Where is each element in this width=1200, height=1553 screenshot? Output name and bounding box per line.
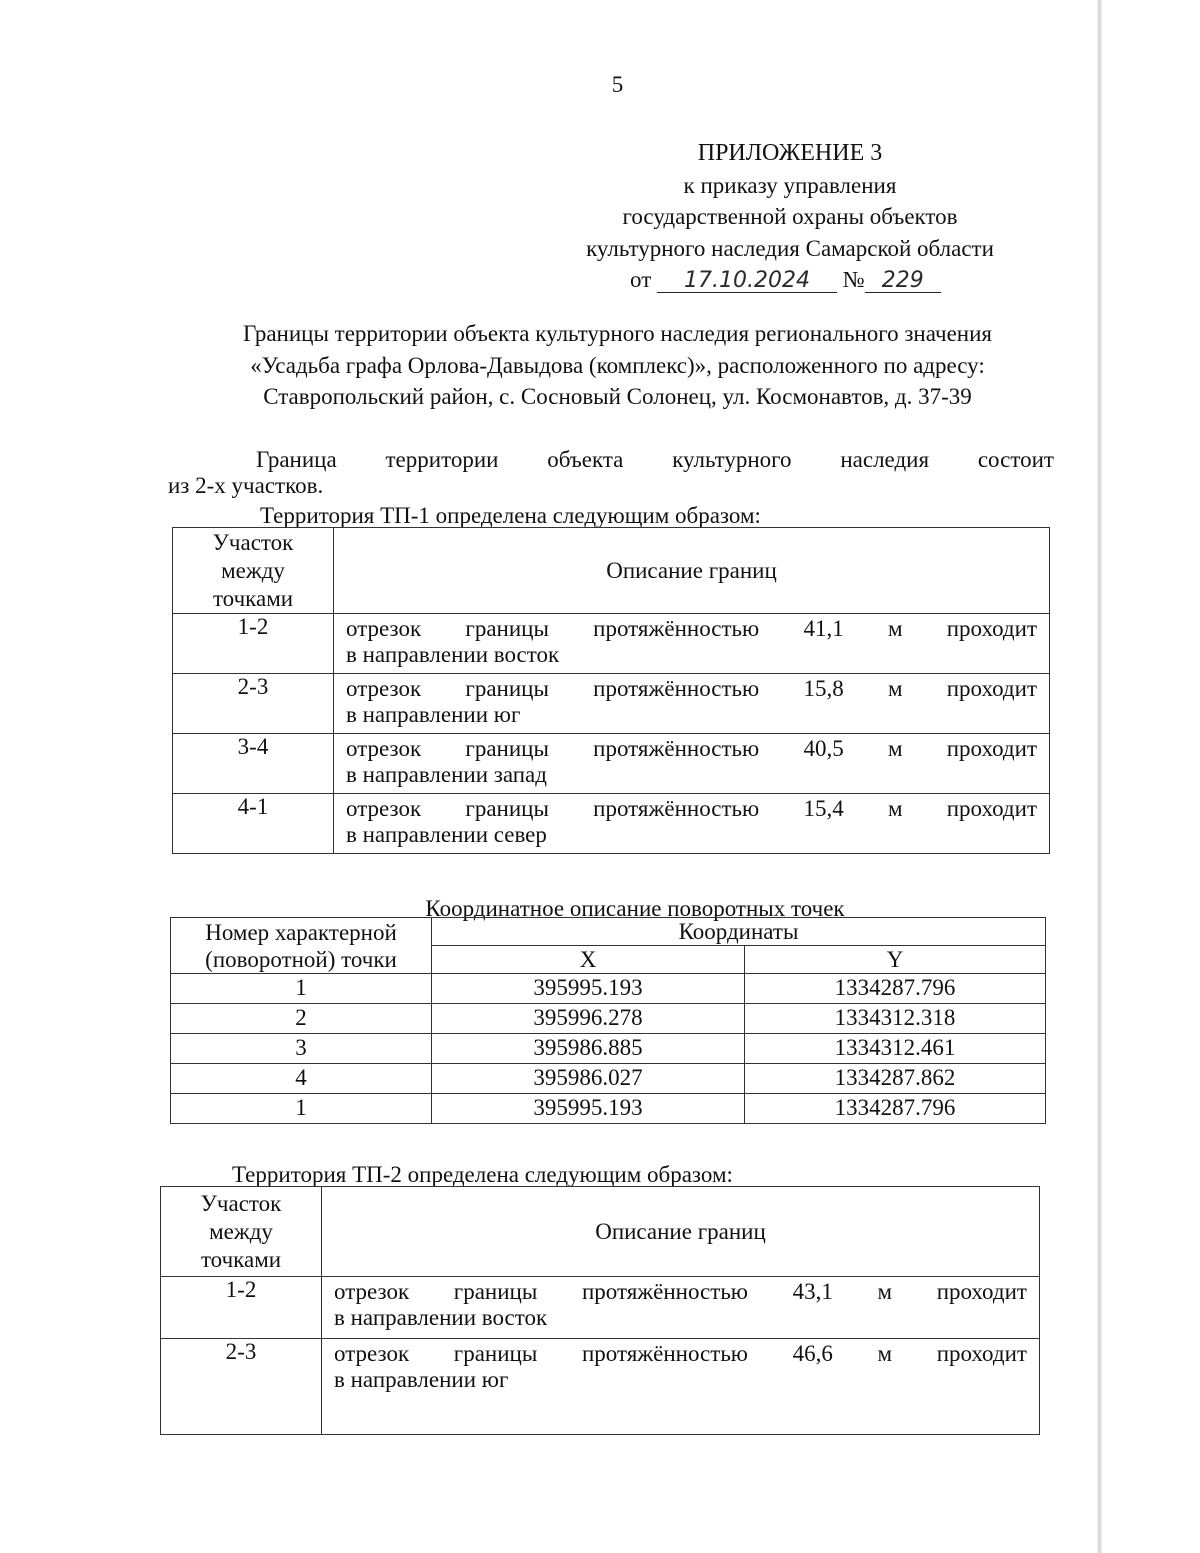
word: границы bbox=[453, 1341, 538, 1366]
coordinates-caption: Координатное описание поворотных точек bbox=[425, 896, 845, 921]
y-cell: 1334312.461 bbox=[745, 1034, 1046, 1064]
segment-cell: 1-2 bbox=[161, 1277, 322, 1339]
word: протяжённостью bbox=[581, 1341, 748, 1366]
description-line-2: в направлении восток bbox=[346, 642, 560, 667]
point-cell: 3 bbox=[171, 1034, 432, 1064]
intro-paragraph bbox=[168, 447, 1054, 499]
word: отрезок bbox=[346, 676, 422, 701]
word: отрезок bbox=[346, 796, 422, 821]
header-segment-line: Участок bbox=[200, 1190, 282, 1216]
x-cell: 395986.885 bbox=[432, 1034, 745, 1064]
description-line-2: в направлении восток bbox=[334, 1305, 548, 1330]
header-segment-line: между bbox=[209, 1218, 273, 1244]
segment-cell: 1-2 bbox=[173, 614, 334, 674]
segment-cell: 3-4 bbox=[173, 734, 334, 794]
y-cell: 1334287.796 bbox=[745, 974, 1046, 1004]
header-segment-line: Участок bbox=[212, 529, 294, 555]
tp2-caption: Территория ТП-2 определена следующим образом: bbox=[232, 1162, 733, 1187]
word: отрезок bbox=[334, 1279, 410, 1304]
table-row bbox=[161, 1339, 1040, 1435]
header-coordinates: Координаты bbox=[432, 918, 1046, 946]
header-segment-line: между bbox=[221, 557, 285, 583]
title-line: «Усадьба графа Орлова-Давыдова (комплекс)», расположенного по адресу: bbox=[250, 352, 985, 378]
word: проходит bbox=[946, 796, 1037, 821]
point-cell: 2 bbox=[171, 1004, 432, 1034]
table-row bbox=[173, 734, 1050, 794]
header-segment bbox=[161, 1187, 322, 1277]
tp1-caption: Территория ТП-1 определена следующим образом: bbox=[260, 503, 761, 528]
word: м bbox=[887, 616, 903, 641]
table-row bbox=[173, 794, 1050, 854]
word: наследия bbox=[840, 447, 930, 472]
table-row bbox=[161, 1277, 1040, 1339]
description-cell bbox=[322, 1339, 1040, 1435]
word: границы bbox=[465, 676, 549, 701]
header-x: X bbox=[432, 946, 745, 974]
appendix-block bbox=[560, 138, 1020, 296]
description-cell bbox=[322, 1277, 1040, 1339]
header-description: Описание границ bbox=[322, 1187, 1040, 1277]
x-cell: 395996.278 bbox=[432, 1004, 745, 1034]
page-number: 5 bbox=[611, 72, 624, 97]
word: границы bbox=[465, 796, 549, 821]
number-prefix: № bbox=[842, 267, 865, 292]
table-row bbox=[171, 974, 1046, 1004]
tp2-table bbox=[160, 1186, 1040, 1435]
word: протяжённостью bbox=[593, 736, 760, 761]
header-y: Y bbox=[745, 946, 1046, 974]
appendix-line: культурного наследия Самарской области bbox=[586, 235, 994, 261]
word: 41,1 bbox=[803, 616, 844, 641]
word: протяжённостью bbox=[593, 676, 760, 701]
appendix-title: ПРИЛОЖЕНИЕ 3 bbox=[697, 140, 883, 166]
word: проходит bbox=[946, 616, 1037, 641]
tp1-table bbox=[172, 527, 1050, 854]
word: границы bbox=[465, 736, 549, 761]
table-header-row bbox=[173, 528, 1050, 614]
segment-cell: 2-3 bbox=[161, 1339, 322, 1435]
order-number-handwritten: 229 bbox=[865, 270, 941, 293]
segment-cell: 2-3 bbox=[173, 674, 334, 734]
header-point-line: Номер характерной bbox=[205, 919, 397, 945]
order-date-handwritten: 17.10.2024 bbox=[657, 270, 837, 293]
word: протяжённостью bbox=[593, 796, 760, 821]
title-line: Ставропольский район, с. Сосновый Солонец, ул. Космонавтов, д. 37-39 bbox=[263, 384, 972, 409]
header-segment bbox=[173, 528, 334, 614]
x-cell: 395995.193 bbox=[432, 1094, 745, 1124]
table-header-row bbox=[171, 918, 1046, 946]
header-point bbox=[171, 918, 432, 974]
word: отрезок bbox=[346, 736, 422, 761]
word: 15,4 bbox=[803, 796, 844, 821]
word: Граница bbox=[256, 447, 337, 472]
word: проходит bbox=[936, 1341, 1027, 1366]
header-segment-line: точками bbox=[200, 1246, 282, 1272]
description-cell bbox=[334, 674, 1050, 734]
word: проходит bbox=[946, 736, 1037, 761]
intro-line-2: из 2-х участков. bbox=[168, 473, 324, 498]
word: м bbox=[887, 796, 903, 821]
table-row bbox=[171, 1004, 1046, 1034]
title-line: Границы территории объекта культурного наследия регионального значения bbox=[242, 321, 993, 346]
appendix-line: к приказу управления bbox=[683, 172, 897, 198]
date-prefix: от bbox=[630, 267, 652, 292]
word: отрезок bbox=[346, 616, 422, 641]
y-cell: 1334287.796 bbox=[745, 1094, 1046, 1124]
word: проходит bbox=[946, 676, 1037, 701]
word: м bbox=[887, 736, 903, 761]
y-cell: 1334287.862 bbox=[745, 1064, 1046, 1094]
word: границы bbox=[465, 616, 549, 641]
word: состоит bbox=[977, 447, 1054, 472]
word: объекта bbox=[547, 447, 624, 472]
x-cell: 395995.193 bbox=[432, 974, 745, 1004]
table-row bbox=[173, 614, 1050, 674]
description-line-2: в направлении юг bbox=[346, 702, 521, 727]
table-row bbox=[173, 674, 1050, 734]
description-cell bbox=[334, 734, 1050, 794]
word: 46,6 bbox=[792, 1341, 833, 1366]
intro-line-1 bbox=[168, 447, 1054, 473]
coordinates-table bbox=[170, 917, 1046, 1124]
appendix-line: государственной охраны объектов bbox=[622, 204, 958, 229]
word: протяжённостью bbox=[581, 1279, 748, 1304]
header-point-line: (поворотной) точки bbox=[205, 946, 397, 972]
scan-edge-shadow bbox=[1097, 0, 1102, 1553]
table-row bbox=[171, 1094, 1046, 1124]
y-cell: 1334312.318 bbox=[745, 1004, 1046, 1034]
point-cell: 1 bbox=[171, 1094, 432, 1124]
description-cell bbox=[334, 614, 1050, 674]
table-row bbox=[171, 1064, 1046, 1094]
document-title bbox=[150, 318, 1085, 413]
word: протяжённостью bbox=[593, 616, 760, 641]
word: м bbox=[887, 676, 903, 701]
word: проходит bbox=[936, 1279, 1027, 1304]
word: границы bbox=[453, 1279, 538, 1304]
segment-cell: 4-1 bbox=[173, 794, 334, 854]
word: 43,1 bbox=[792, 1279, 833, 1304]
table-header-row bbox=[161, 1187, 1040, 1277]
header-description: Описание границ bbox=[334, 528, 1050, 614]
word: отрезок bbox=[334, 1341, 410, 1366]
description-cell bbox=[334, 794, 1050, 854]
word: м bbox=[877, 1279, 893, 1304]
x-cell: 395986.027 bbox=[432, 1064, 745, 1094]
word: территории bbox=[385, 447, 499, 472]
description-line-2: в направлении запад bbox=[346, 762, 547, 787]
point-cell: 1 bbox=[171, 974, 432, 1004]
point-cell: 4 bbox=[171, 1064, 432, 1094]
word: м bbox=[877, 1341, 893, 1366]
order-date-number-line bbox=[560, 264, 1020, 296]
description-line-2: в направлении юг bbox=[334, 1367, 509, 1392]
header-segment-line: точками bbox=[212, 585, 294, 611]
table-row bbox=[171, 1034, 1046, 1064]
word: 15,8 bbox=[803, 676, 844, 701]
word: культурного bbox=[672, 447, 792, 472]
description-line-2: в направлении север bbox=[346, 822, 547, 847]
word: 40,5 bbox=[803, 736, 844, 761]
